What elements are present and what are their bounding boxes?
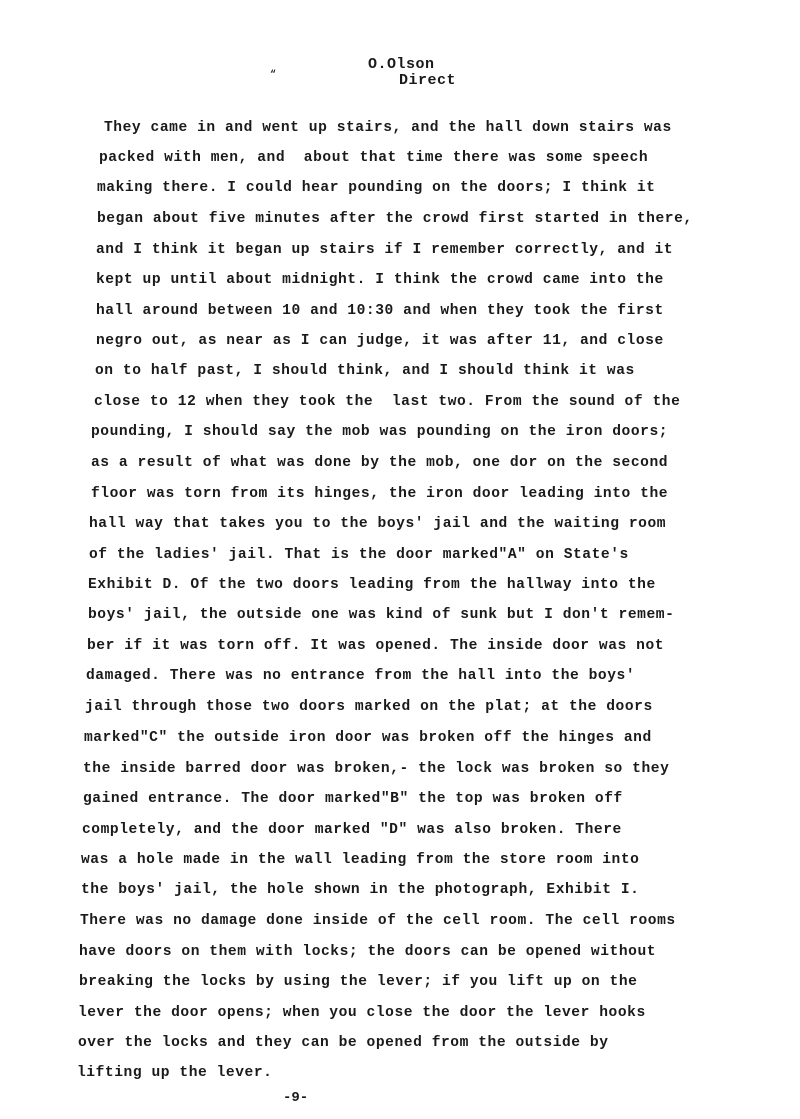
testimony-line: Exhibit D. Of the two doors leading from the hallway into the <box>88 577 656 593</box>
testimony-line: pounding, I should say the mob was pounding on the iron doors; <box>91 424 669 440</box>
testimony-line: of the ladies' jail. That is the door marked"A" on State's <box>89 547 629 563</box>
testimony-line: completely, and the door marked "D" was also broken. There <box>82 822 622 838</box>
testimony-line: making there. I could hear pounding on the doors; I think it <box>97 180 656 196</box>
testimony-line: negro out, as near as I can judge, it was after 11, and close <box>96 333 664 349</box>
testimony-line: have doors on them with locks; the doors can be opened without <box>79 944 657 960</box>
testimony-line: on to half past, I should think, and I should think it was <box>95 363 635 379</box>
testimony-line: packed with men, and about that time there was some speech <box>99 150 649 166</box>
testimony-line: lifting up the lever. <box>77 1065 273 1081</box>
testimony-line: jail through those two doors marked on the plat; at the doors <box>85 699 653 715</box>
testimony-line: ber if it was torn off. It was opened. The inside door was not <box>87 638 665 654</box>
testimony-line: breaking the locks by using the lever; if you lift up on the <box>79 974 638 990</box>
witness-name-heading: O.Olson <box>368 56 435 73</box>
testimony-line: gained entrance. The door marked"B" the top was broken off <box>83 791 623 807</box>
testimony-line: the inside barred door was broken,- the lock was broken so they <box>83 761 670 777</box>
testimony-line: lever the door opens; when you close the door the lever hooks <box>78 1005 646 1021</box>
testimony-line: kept up until about midnight. I think the crowd came into the <box>96 272 664 288</box>
testimony-line: over the locks and they can be opened from the outside by <box>78 1035 609 1051</box>
testimony-line: boys' jail, the outside one was kind of sunk but I don't remem- <box>88 607 675 623</box>
testimony-line: marked"C" the outside iron door was broken off the hinges and <box>84 730 652 746</box>
stray-ink-mark: “ <box>270 70 277 81</box>
testimony-line: the boys' jail, the hole shown in the photograph, Exhibit I. <box>81 882 640 898</box>
testimony-line: floor was torn from its hinges, the iron door leading into the <box>91 486 669 502</box>
testimony-line: close to 12 when they took the last two. From the sound of the <box>94 394 681 410</box>
testimony-line: began about five minutes after the crowd first started in there, <box>97 211 693 227</box>
page-number: -9- <box>283 1090 309 1106</box>
testimony-line: was a hole made in the wall leading from the store room into <box>81 852 640 868</box>
examination-type-heading: Direct <box>399 72 457 89</box>
testimony-line: hall around between 10 and 10:30 and when they took the first <box>96 303 664 319</box>
testimony-line: They came in and went up stairs, and the hall down stairs was <box>104 120 672 136</box>
testimony-line: and I think it began up stairs if I remember correctly, and it <box>96 242 674 258</box>
testimony-line: There was no damage done inside of the cell room. The cell rooms <box>80 913 676 929</box>
testimony-line: damaged. There was no entrance from the hall into the boys' <box>86 668 636 684</box>
testimony-line: as a result of what was done by the mob, one dor on the second <box>91 455 669 471</box>
testimony-line: hall way that takes you to the boys' jail and the waiting room <box>89 516 667 532</box>
